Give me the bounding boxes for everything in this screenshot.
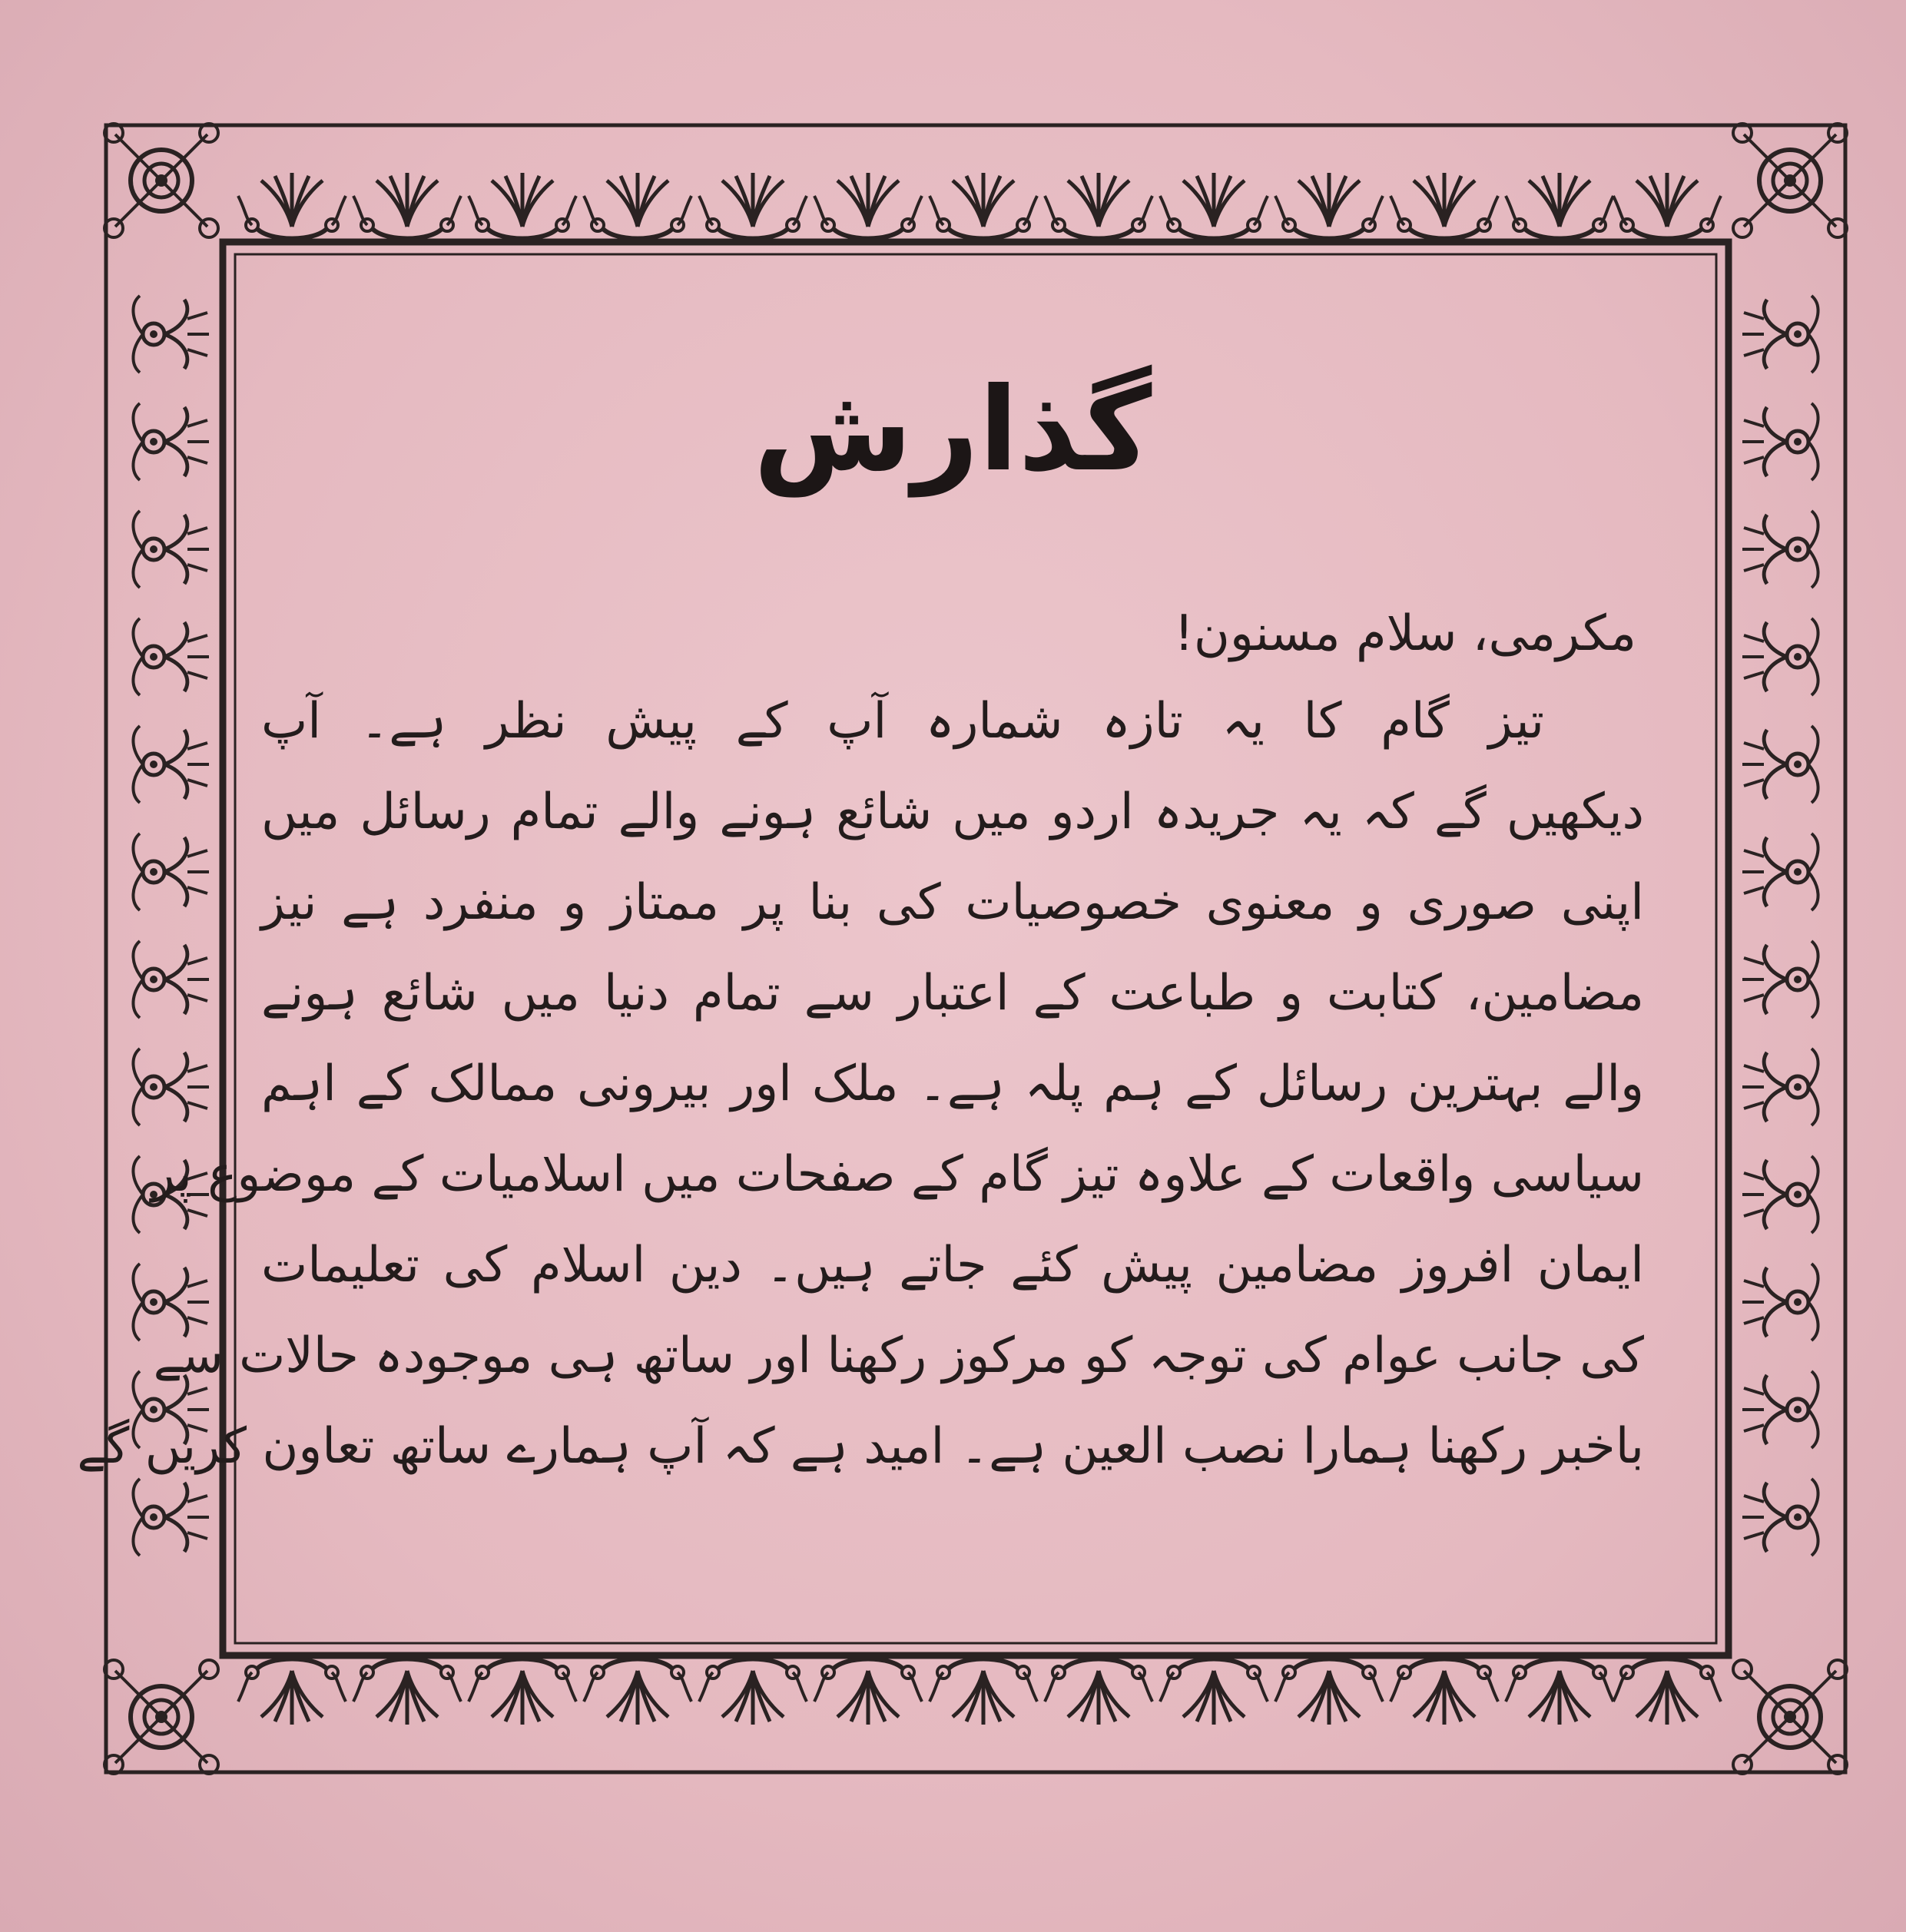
body-line: اپنی صوری و معنوی خصوصیات کی بنا پر ممتاز و منفرد ہے نیز [261,874,1644,931]
page-title: گذارش [753,363,1152,497]
body-line: والے بہترین رسائل کے ہم پلہ ہے۔ ملک اور بیرونی ممالک کے اہم [261,1055,1644,1112]
body-line: کی جانب عوام کی توجہ کو مرکوز رکھنا اور ساتھ ہی موجودہ حالات سے [153,1327,1644,1384]
body-line: دیکھیں گے کہ یہ جریدہ اردو میں شائع ہونے والے تمام رسائل میں [261,784,1645,840]
letter-body [77,592,1645,1492]
salutation: مکرمی، سلام مسنون! [1174,605,1636,662]
body-line: مضامین، کتابت و طباعت کے اعتبار سے تمام دنیا میں شائع ہونے [261,965,1644,1022]
text-panel [77,254,1675,1636]
body-line: تیز گام کا یہ تازہ شمارہ آپ کے پیش نظر ہے۔ آپ [261,693,1544,750]
body-line: ایمان افروز مضامین پیش کئے جاتے ہیں۔ دین اسلام کی تعلیمات [261,1237,1644,1294]
body-line: باخبر رکھنا ہمارا نصب العین ہے۔ امید ہے کہ آپ ہمارے ساتھ تعاون کریں گے [77,1418,1644,1475]
body-line: سیاسی واقعات کے علاوہ تیز گام کے صفحات میں اسلامیات کے موضوع پر [151,1146,1644,1203]
